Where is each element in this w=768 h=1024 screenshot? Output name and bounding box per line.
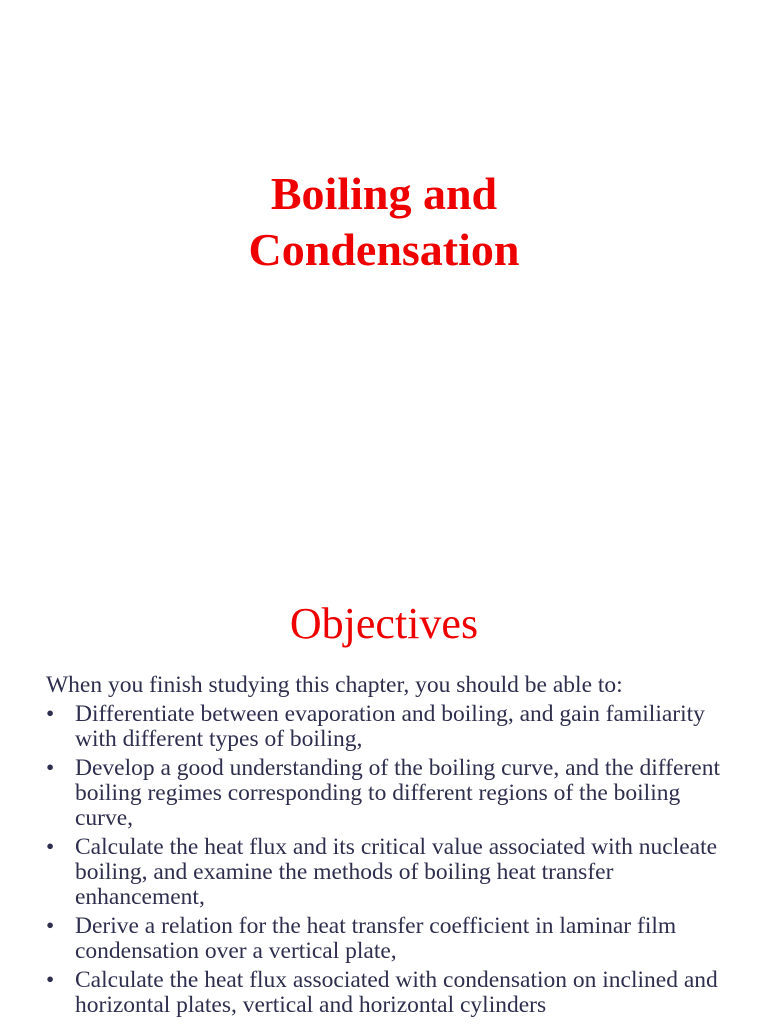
title-line-2: Condensation <box>248 224 520 275</box>
bullet-icon: • <box>46 834 55 860</box>
objectives-list <box>46 702 728 1018</box>
list-item <box>46 914 728 964</box>
bullet-icon: • <box>46 755 55 781</box>
title-line-1: Boiling and <box>270 168 498 219</box>
objective-text: Develop a good understanding of the boiling curve, and the different boiling regimes corresponding to different regions of the boiling curve, <box>75 755 720 831</box>
objectives-body <box>46 673 728 1022</box>
objectives-intro: When you finish studying this chapter, you should be able to: <box>46 672 623 698</box>
bullet-icon: • <box>46 701 55 727</box>
presentation-title <box>0 166 768 278</box>
bullet-icon: • <box>46 913 55 939</box>
objective-text: Calculate the heat flux and its critical value associated with nucleate boiling, and examine the methods of boiling heat transfer enhancement, <box>75 834 718 910</box>
objective-text: Derive a relation for the heat transfer coefficient in laminar film condensation over a vertical plate, <box>75 913 677 964</box>
list-item <box>46 968 728 1018</box>
list-item <box>46 702 728 752</box>
objectives-slide <box>0 576 768 1024</box>
objective-text: Calculate the heat flux associated with condensation on inclined and horizontal plates, vertical and horizontal cylinders <box>75 967 718 1018</box>
bullet-icon: • <box>46 967 55 993</box>
list-item <box>46 835 728 910</box>
objective-text: Differentiate between evaporation and boiling, and gain familiarity with different types of boiling, <box>75 701 705 752</box>
objectives-heading: Objectives <box>289 599 479 648</box>
list-item <box>46 756 728 831</box>
